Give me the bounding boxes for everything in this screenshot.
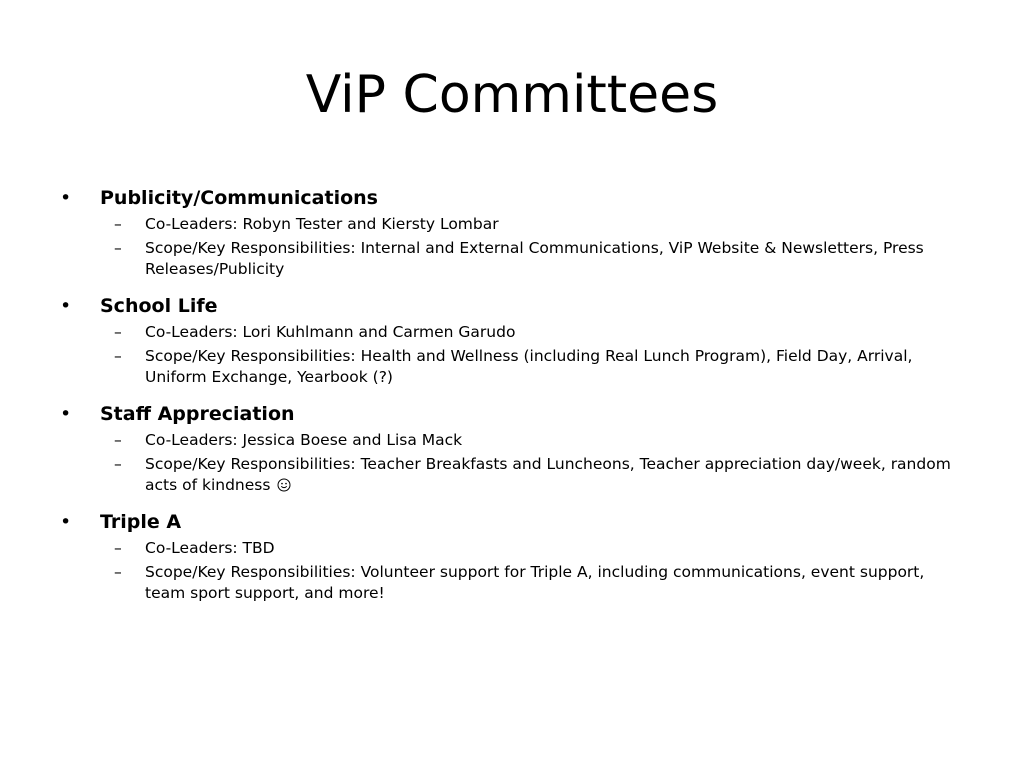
co-leaders-text: Co-Leaders: Robyn Tester and Kiersty Lombar [145,215,499,233]
co-leaders-item [58,322,958,343]
bullet-icon: • [60,187,72,209]
slide-title: ViP Committees [305,65,719,125]
dash-icon: – [114,455,122,473]
dash-icon: – [114,215,122,233]
scope-text: Scope/Key Responsibilities: Volunteer support for Triple A, including communications, event support, team sport support, and more! [145,563,925,602]
scope-item [58,562,958,604]
co-leaders-text: Co-Leaders: Lori Kuhlmann and Carmen Garudo [145,323,516,341]
bullet-icon: • [60,403,72,425]
committee-details [58,430,958,496]
committee-heading [58,508,958,536]
bullet-icon: • [60,295,72,317]
committee-school-life [58,292,958,388]
dash-icon: – [114,563,122,581]
dash-icon: – [114,431,122,449]
co-leaders-item [58,430,958,451]
dash-icon: – [114,347,122,365]
dash-icon: – [114,239,122,257]
committee-name: Triple A [100,511,182,533]
committee-details [58,214,958,280]
scope-text: Scope/Key Responsibilities: Internal and External Communications, ViP Website & Newsletters, Press Releases/Publicity [145,239,924,278]
committee-publicity [58,184,958,280]
slide-content [58,184,958,616]
co-leaders-item [58,214,958,235]
committee-staff-appreciation [58,400,958,496]
co-leaders-text: Co-Leaders: Jessica Boese and Lisa Mack [145,431,463,449]
committee-triple-a [58,508,958,604]
co-leaders-item [58,538,958,559]
committee-name: Staff Appreciation [100,403,295,425]
scope-text: Scope/Key Responsibilities: Health and Wellness (including Real Lunch Program), Field Day, Arrival, Uniform Exchange, Yearbook (?) [145,347,913,386]
smiley-face-icon [277,478,291,492]
co-leaders-text: Co-Leaders: TBD [145,539,275,557]
committee-details [58,538,958,604]
committee-heading [58,400,958,428]
scope-item [58,346,958,388]
committee-heading [58,292,958,320]
scope-item [58,238,958,280]
scope-item [58,454,958,496]
dash-icon: – [114,323,122,341]
committee-name: Publicity/Communications [100,187,378,209]
committee-details [58,322,958,388]
committee-heading [58,184,958,212]
dash-icon: – [114,539,122,557]
scope-text: Scope/Key Responsibilities: Teacher Breakfasts and Luncheons, Teacher appreciation day/week, random acts of kindness [145,455,951,494]
committee-name: School Life [100,295,218,317]
bullet-icon: • [60,511,72,533]
